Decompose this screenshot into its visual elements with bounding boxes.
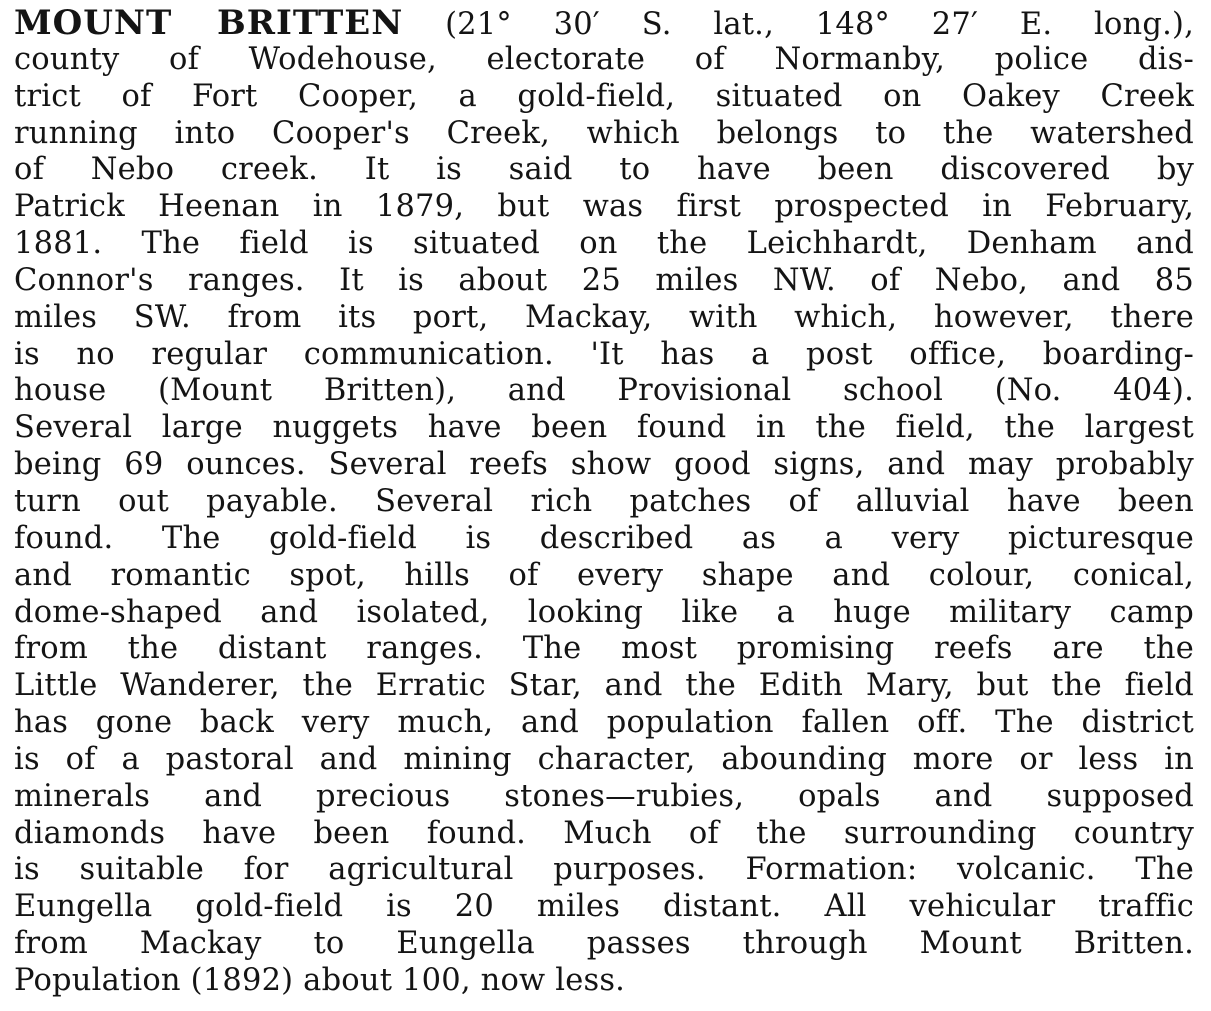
text-line-16: and romantic spot, hills of every shape and colour, conical, [14, 557, 1194, 593]
coordinates: (21° 30′ S. lat., 148° 27′ E. long.), [445, 7, 1194, 42]
text-line-6: Patrick Heenan in 1879, but was first prospected in February, [14, 189, 1194, 225]
text-line-23: diamonds have been found. Much of the surrounding country [14, 815, 1194, 851]
text-line-22: minerals and precious stones—rubies, opals and supposed [14, 778, 1194, 814]
text-line-7: 1881. The field is situated on the Leichhardt, Denham and [14, 226, 1194, 262]
text-line-15: found. The gold-field is described as a very picturesque [14, 520, 1194, 556]
text-line-12: Several large nuggets have been found in the field, the largest [14, 410, 1194, 446]
text-line-18: from the distant ranges. The most promising reefs are the [14, 631, 1194, 667]
text-line-5: of Nebo creek. It is said to have been discovered by [14, 152, 1194, 188]
text-line-20: has gone back very much, and population fallen off. The district [14, 705, 1194, 741]
text-line-27: Population (1892) about 100, now less. [14, 962, 626, 998]
text-line-13: being 69 ounces. Several reefs show good signs, and may probably [14, 447, 1194, 483]
text-line-2: county of Wodehouse, electorate of Normanby, police dis- [14, 41, 1194, 77]
text-line-11: house (Mount Britten), and Provisional school (No. 404). [14, 373, 1194, 409]
text-line-25: Eungella gold-field is 20 miles distant. All vehicular traffic [14, 889, 1194, 925]
text-line-14: turn out payable. Several rich patches of alluvial have been [14, 483, 1194, 519]
text-line-4: running into Cooper's Creek, which belongs to the watershed [14, 115, 1194, 151]
text-line-17: dome-shaped and isolated, looking like a huge military camp [14, 594, 1194, 630]
text-line-10: is no regular communication. 'It has a post office, boarding- [14, 336, 1194, 372]
gazetteer-entry [14, 5, 1194, 1000]
text-line-9: miles SW. from its port, Mackay, with which, however, there [14, 299, 1194, 335]
text-line-24: is suitable for agricultural purposes. Formation: volcanic. The [14, 852, 1194, 888]
text-line-21: is of a pastoral and mining character, abounding more or less in [14, 741, 1194, 777]
text-line-19: Little Wanderer, the Erratic Star, and the Edith Mary, but the field [14, 668, 1194, 704]
text-line-1 [14, 5, 1194, 42]
entry-headword: MOUNT BRITTEN [14, 3, 404, 43]
text-line-8: Connor's ranges. It is about 25 miles NW. of Nebo, and 85 [14, 262, 1194, 298]
text-line-26: from Mackay to Eungella passes through Mount Britten. [14, 926, 1194, 962]
text-line-3: trict of Fort Cooper, a gold-field, situated on Oakey Creek [14, 78, 1194, 114]
